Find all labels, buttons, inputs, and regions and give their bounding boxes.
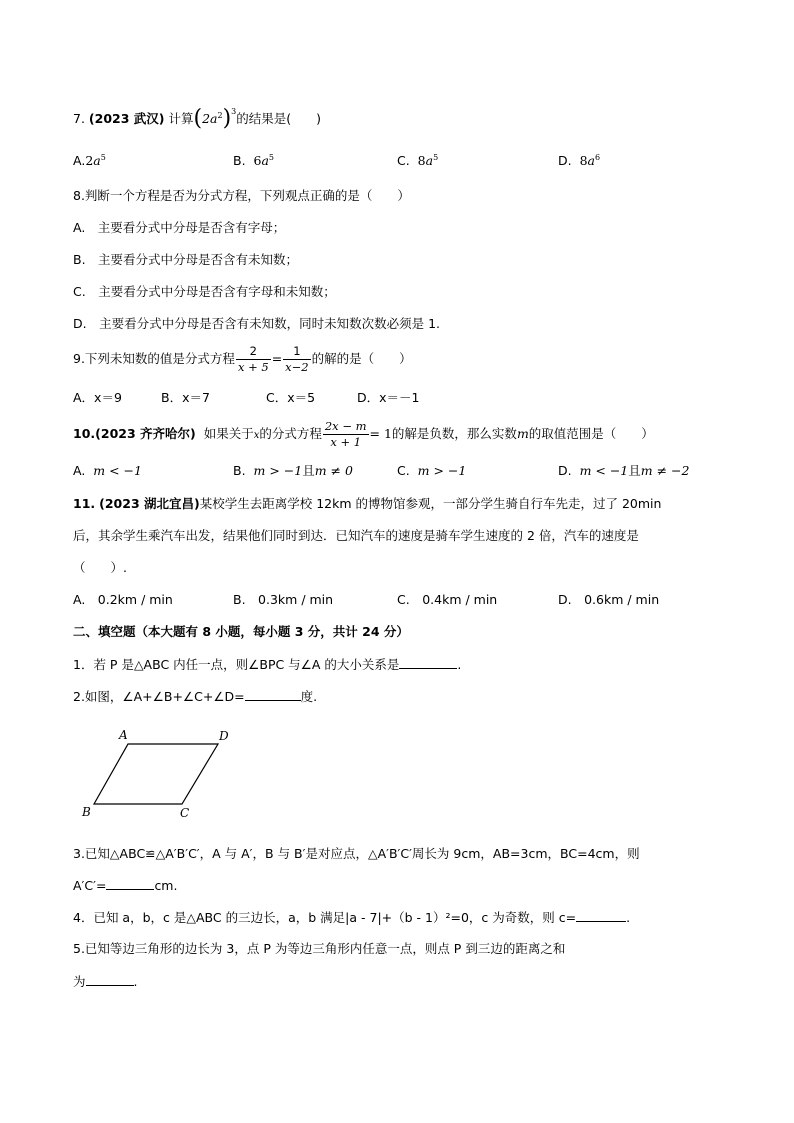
q10-source: (2023 齐齐哈尔) [95,426,196,441]
q9-option-d[interactable]: D．x＝－1 [357,390,420,405]
q8-option-c[interactable]: C. 主要看分式中分母是否含有字母和未知数； [73,284,336,299]
q10-option-c[interactable]: C. m > −1 [397,463,467,478]
fill-1: 1．若 P 是△ABC 内任一点，则∠BPC 与∠A 的大小关系是 . [73,657,462,672]
q11-stem-line2: 后，其余学生乘汽车出发，结果他们同时到达．已知汽车的速度是骑车学生速度的 2 倍，汽车的速度是 [73,528,639,543]
q8-option-a[interactable]: A. 主要看分式中分母是否含有字母； [73,220,286,235]
fill-4: 4．已知 a，b，c 是△ABC 的三边长，a，b 满足|a - 7|+（b - 1）²=0，c 为奇数，则 c= . [73,910,631,925]
q9-fraction-1: $\frac{2}{x + 5}$ [237,344,269,374]
q7-stem: 7. (2023 武汉) 计算$(2a^2)^3$的结果是( ) [73,106,322,132]
q10-stem: 10.(2023 齐齐哈尔) 如果关于x的分式方程 $\frac{2x - m}{x + 1}$ = 1的解是负数，那么实数m的取值范围是（ ） [73,419,654,449]
q10-option-a[interactable]: A. m < −1 [73,463,142,478]
fill-2-blank[interactable] [245,688,301,701]
q7-option-c[interactable]: C. $8a^5$ [397,153,439,169]
parallelogram-shape [94,744,218,804]
q11-stem-line1: 11. (2023 湖北宜昌)某校学生去距离学校 12km 的博物馆参观，一部分学生骑自行车先走，过了 20min [73,496,662,511]
fill-5-blank[interactable] [86,973,134,986]
vertex-c-label: C [180,806,190,820]
q10-option-d[interactable]: D. m < −1且m ≠ −2 [558,463,690,478]
parallelogram-figure [78,724,238,824]
q11-option-a[interactable]: A. 0.2km / min [73,592,173,607]
q9-option-a[interactable]: A．x＝9 [73,390,122,405]
fill-1-blank[interactable] [399,656,457,669]
q7-option-d[interactable]: D. $8a^6$ [558,153,601,169]
q10-fraction: $\frac{2x - m}{x + 1}$ [324,419,367,449]
vertex-d-label: D [219,729,229,743]
q7-source: (2023 武汉) [88,111,165,127]
q7-option-a[interactable]: $A.2a^5$ [73,153,106,169]
vertex-b-label: B [82,805,91,819]
q9-stem: 9.下列未知数的值是分式方程 $\frac{2}{x + 5}$ = $\frac{1}{x-2}$ 的解的是（ ） [73,344,412,374]
q10-option-b[interactable]: B. m > −1且m ≠ 0 [233,463,353,478]
fill-5-line1: 5.已知等边三角形的边长为 3，点 P 为等边三角形内任意一点，则点 P 到三边的距离之和 [73,941,566,956]
q11-stem-line3: （ ）. [73,560,127,575]
q8-option-b[interactable]: B. 主要看分式中分母是否含有未知数； [73,252,299,267]
section-2-title: 二、填空题（本大题有 8 小题，每小题 3 分，共计 24 分） [73,624,409,639]
q11-source: (2023 湖北宜昌) [99,496,200,511]
fill-3-line2: A′C′= cm. [73,878,178,893]
fill-3-line1: 3.已知△ABC≌△A′B′C′，A 与 A′，B 与 B′是对应点，△A′B′C′周长为 9cm，AB=3cm，BC=4cm，则 [73,846,640,861]
q7-number: 7. [73,111,89,127]
q11-option-c[interactable]: C. 0.4km / min [397,592,498,607]
q7-option-b[interactable]: B. $6a^5$ [233,153,275,169]
fill-2: 2.如图，∠A+∠B+∠C+∠D= 度. [73,689,318,704]
fill-5-line2: 为 . [73,974,138,989]
q8-stem: 8.判断一个方程是否为分式方程，下列观点正确的是（ ） [73,188,410,203]
q9-option-b[interactable]: B．x＝7 [161,390,210,405]
q9-option-c[interactable]: C．x＝5 [266,390,316,405]
fill-4-blank[interactable] [576,909,626,922]
fill-3-blank[interactable] [106,877,154,890]
q9-fraction-2: $\frac{1}{x-2}$ [285,344,309,374]
q11-option-d[interactable]: D. 0.6km / min [558,592,660,607]
vertex-a-label: A [119,728,128,742]
q8-option-d[interactable]: D. 主要看分式中分母是否含有未知数，同时未知数次数必须是 1. [73,316,440,331]
q11-option-b[interactable]: B. 0.3km / min [233,592,334,607]
